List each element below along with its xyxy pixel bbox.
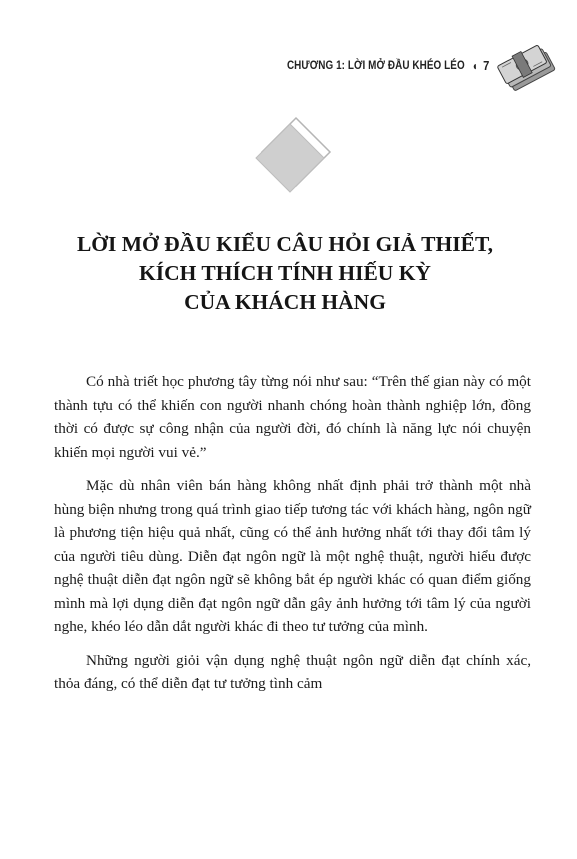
paragraph: Mặc dù nhân viên bán hàng không nhất định phải trở thành một nhà hùng biện nhưng trong quá trình giao tiếp tương tác với khách hàng, ngôn ngữ là phương tiện hiệu quả nhất, cũng có thể ảnh hưởng nhất tới thay đổi tâm lý của người tiêu dùng. Diễn đạt ngôn ngữ là một nghệ thuật, người hiểu được nghệ thuật diễn đạt ngôn ngữ sẽ không bắt ép người khác có quan điểm giống mình mà lợi dụng diễn đạt ngôn ngữ dẫn gây ảnh hưởng tới tâm lý của người nghe, khéo léo dẫn dắt người khác đi theo tư tưởng của mình. (54, 477, 531, 635)
diamond-ornament-icon (252, 114, 334, 194)
paragraph: Những người giỏi vận dụng nghệ thuật ngôn ngữ diễn đạt chính xác, thỏa đáng, có thể diễn đạt tư tưởng tình cảm (54, 651, 531, 692)
chapter-label: CHƯƠNG 1: LỜI MỞ ĐẦU KHÉO LÉO (286, 59, 465, 72)
title-line: KÍCH THÍCH TÍNH HIẾU KỲ (139, 261, 431, 285)
title-line: CỦA KHÁCH HÀNG (184, 290, 386, 314)
running-header (287, 58, 489, 73)
chapter-title (40, 230, 530, 317)
paragraph: Có nhà triết học phương tây từng nói như sau: “Trên thế gian này có một thành tựu có thể khiến con người nhanh chóng hoàn thành nghiệp lớn, đồng thời có được sự công nhận của người đời, đó chính là năng lực nói chuyện khiến mọi người vui vẻ.” (54, 373, 531, 461)
page-number: 7 (482, 58, 489, 73)
title-line: LỜI MỞ ĐẦU KIỂU CÂU HỎI GIẢ THIẾT, (76, 232, 494, 256)
money-stack-icon (497, 40, 559, 94)
header-marker: ◖ (471, 58, 478, 73)
body-text (54, 370, 531, 706)
